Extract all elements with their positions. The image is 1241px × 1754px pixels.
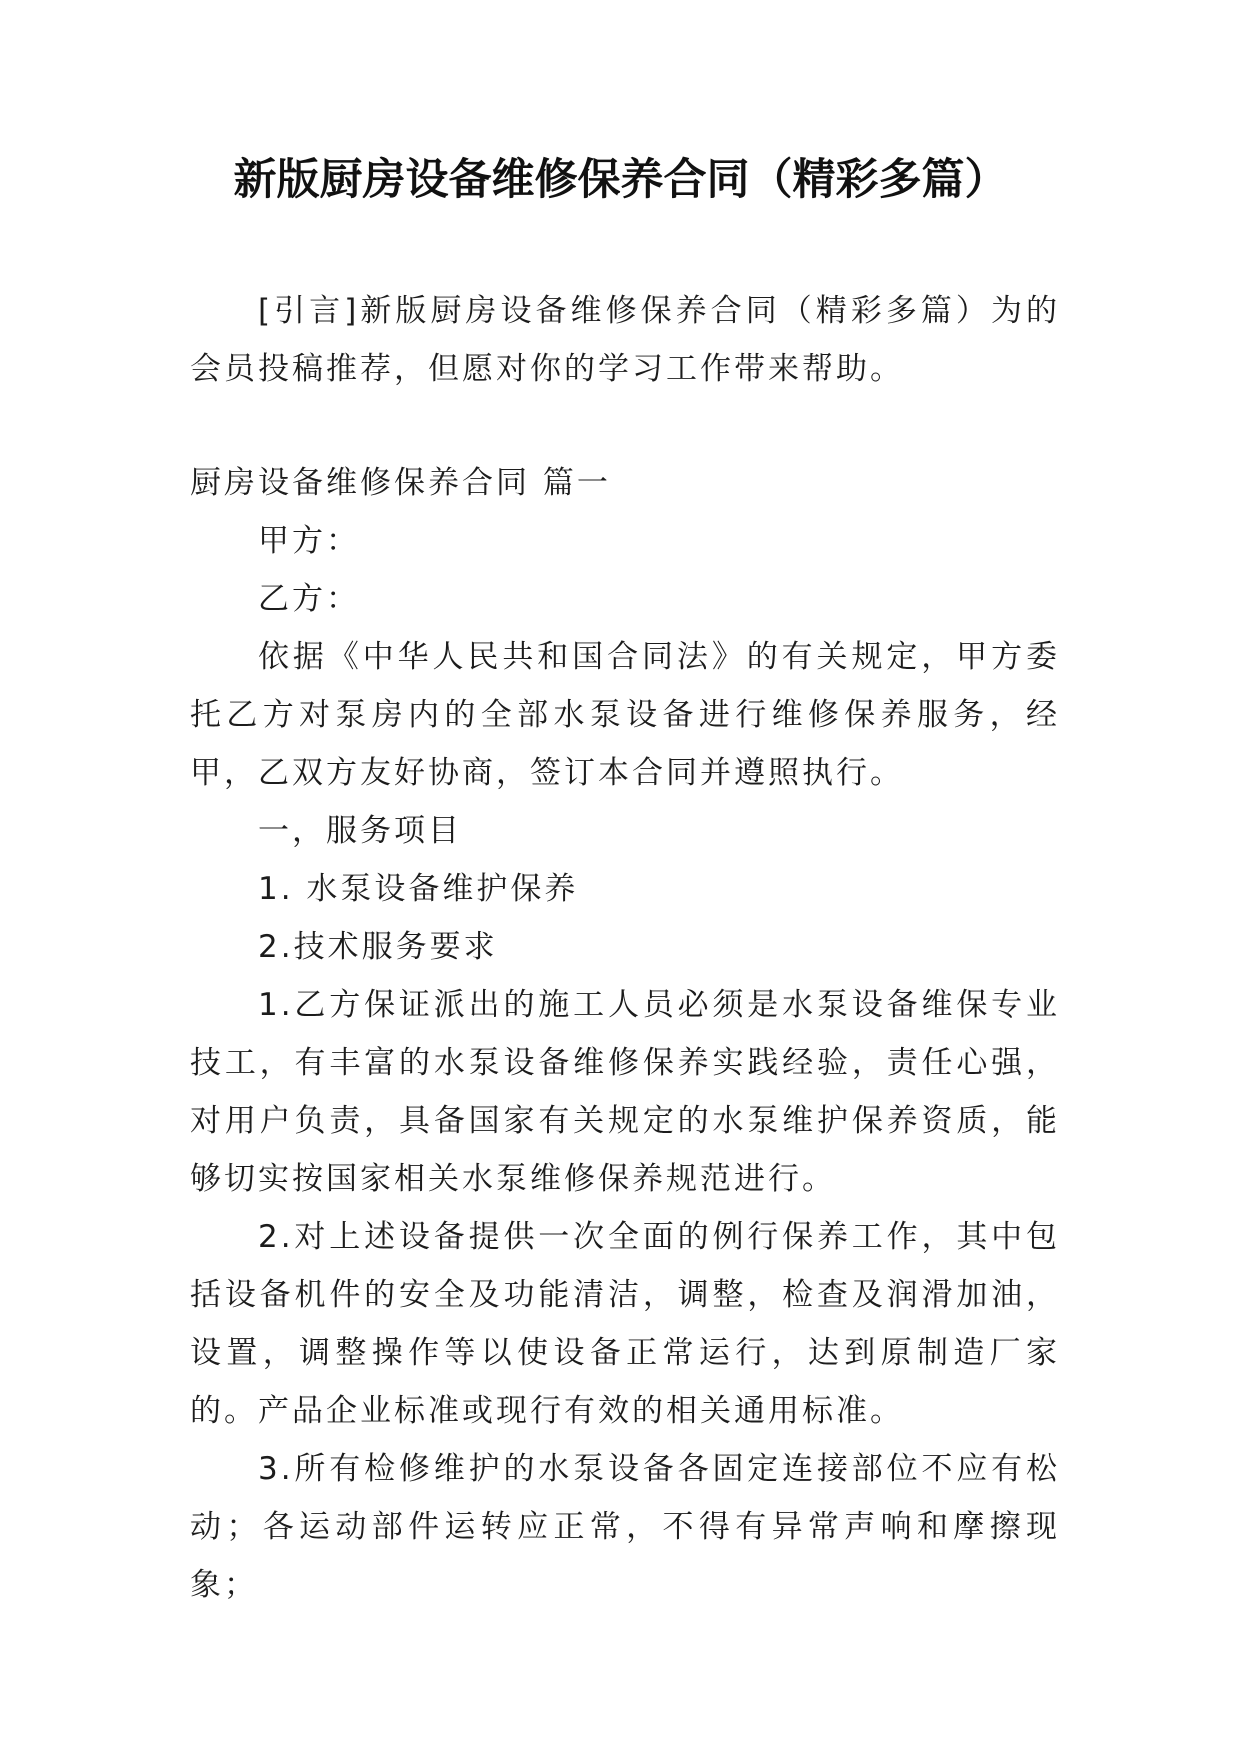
section-heading: 厨房设备维修保养合同 篇一 bbox=[190, 465, 611, 501]
document-title: 新版厨房设备维修保养合同（精彩多篇） bbox=[233, 155, 1008, 205]
paragraph: 1. 水泵设备维护保养 bbox=[258, 871, 579, 907]
paragraph: 依据《中华人民共和国合同法》的有关规定，甲方委托乙方对泵房内的全部水泵设备进行维修保养服务，经甲，乙双方友好协商，签订本合同并遵照执行。 bbox=[190, 639, 1060, 791]
paragraph: 一，服务项目 bbox=[258, 813, 462, 849]
document-body bbox=[190, 282, 1060, 1614]
paragraph: 1.乙方保证派出的施工人员必须是水泵设备维保专业技工，有丰富的水泵设备维修保养实践经验，责任心强，对用户负责，具备国家有关规定的水泵维护保养资质，能够切实按国家相关水泵维修保养规范进行。 bbox=[190, 987, 1060, 1197]
paragraph: 2.对上述设备提供一次全面的例行保养工作，其中包括设备机件的安全及功能清洁，调整，检查及润滑加油，设置，调整操作等以使设备正常运行，达到原制造厂家的。产品企业标准或现行有效的相关通用标准。 bbox=[190, 1219, 1060, 1429]
paragraph: 2.技术服务要求 bbox=[258, 929, 498, 965]
party-b-line: 乙方： bbox=[258, 581, 360, 617]
party-a-line: 甲方： bbox=[258, 523, 360, 559]
paragraph: 3.所有检修维护的水泵设备各固定连接部位不应有松动；各运动部件运转应正常，不得有异常声响和摩擦现象； bbox=[190, 1451, 1060, 1603]
intro-paragraph: [引言]新版厨房设备维修保养合同（精彩多篇）为的会员投稿推荐，但愿对你的学习工作带来帮助。 bbox=[190, 293, 1060, 387]
